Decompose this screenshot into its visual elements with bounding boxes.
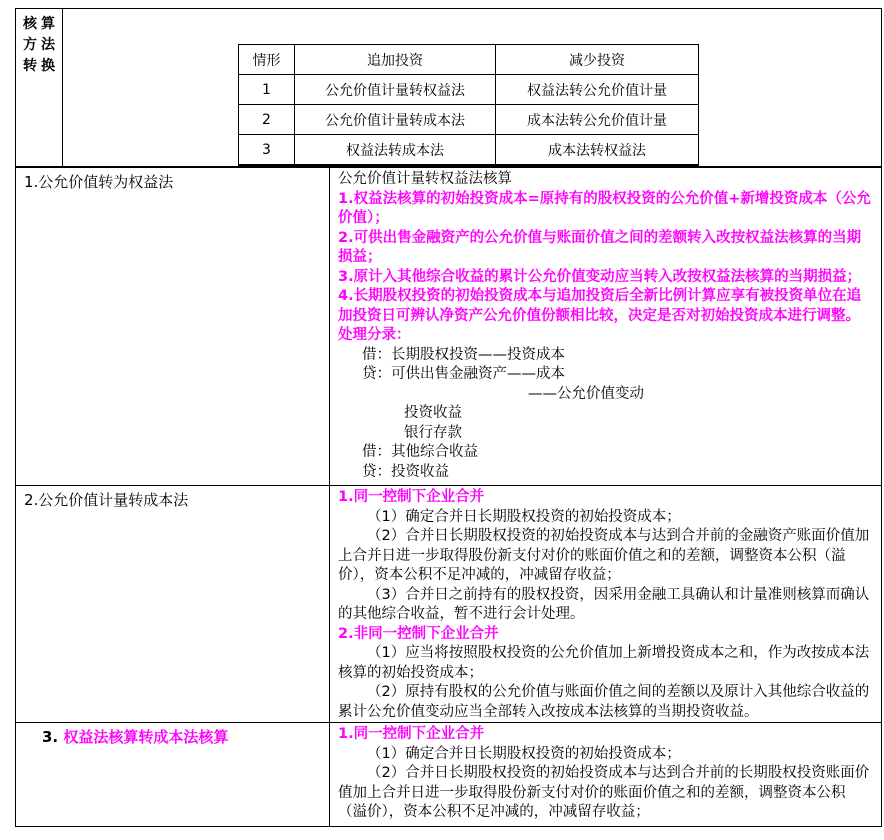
situation-reduce-conversion: 成本法转公允价值计量 [496, 105, 699, 135]
corner-label-cell: 核算方法转换 [16, 9, 63, 166]
content-line: 借：其他综合收益 [362, 444, 478, 460]
content-line: （3）合并日之前持有的股权投资，因采用金融工具确认和计量准则核算而确认的其他综合收益，暂不进行会计处理。 [338, 586, 870, 622]
section-title-cell [16, 168, 330, 485]
section-title-text: 权益法核算转成本法核算 [63, 728, 229, 746]
situation-number: 2 [239, 105, 295, 135]
content-line: 4.长期股权投资的初始投资成本与追加投资后全新比例计算应享有被投资单位在追加投资日可辨认净资产公允价值份额相比较，决定是否对初始投资成本进行调整。 [338, 288, 862, 324]
section-title-cell [16, 486, 330, 722]
situation-number: 1 [239, 75, 295, 105]
situation-add-conversion: 权益法转成本法 [295, 135, 496, 166]
content-line: 银行存款 [404, 424, 462, 441]
situation-reduce-conversion: 成本法转权益法 [496, 135, 699, 166]
content-line: 2.可供出售金融资产的公允价值与账面价值之间的差额转入改按权益法核算的当期损益； [338, 229, 862, 265]
situation-reduce-conversion: 权益法转公允价值计量 [496, 75, 699, 105]
section-content-cell [330, 486, 881, 722]
situations-row-1 [239, 75, 699, 105]
content-line: 公允价值计量转权益法核算 [338, 171, 512, 187]
content-line: 处理分录： [338, 327, 411, 343]
situations-row-2 [239, 105, 699, 135]
col-header-situation: 情形 [239, 45, 295, 75]
section-row-equity-to-cost [16, 723, 881, 826]
content-line: （2）合并日长期股权投资的初始投资成本与达到合并前的长期股权投资账面价值加上合并日进一步取得股份新支付对价的账面价值之和的差额，调整资本公积（溢价），资本公积不足冲减的，冲减留存收益； [338, 765, 870, 820]
content-line: ——公允价值变动 [528, 385, 644, 402]
situation-add-conversion: 公允价值计量转成本法 [295, 105, 496, 135]
content-line: （1）确定合并日长期股权投资的初始投资成本； [367, 508, 681, 525]
section-title-cell [16, 723, 330, 826]
section-content-cell [330, 723, 881, 826]
content-line: 1.同一控制下企业合并 [338, 726, 485, 742]
col-header-additional-investment: 追加投资 [295, 45, 496, 75]
section-row-fair-value-to-cost [16, 486, 881, 723]
content-line: （1）确定合并日长期股权投资的初始投资成本； [367, 745, 681, 762]
content-line: 1.权益法核算的初始投资成本=原持有的股权投资的公允价值+新增投资成本（公允价值）； [338, 190, 871, 226]
top-section [16, 9, 881, 168]
content-line: 1.同一控制下企业合并 [338, 489, 485, 505]
situation-number: 3 [239, 135, 295, 166]
situation-add-conversion: 公允价值计量转权益法 [295, 75, 496, 105]
content-line: （2）合并日长期股权投资的初始投资成本与达到合并前的金融资产账面价值加上合并日进一步取得股份新支付对价的账面价值之和的差额，调整资本公积（溢价），资本公积不足冲减的，冲减留存收益； [338, 528, 870, 583]
situations-row-3 [239, 135, 699, 166]
section-title-text: 3. [42, 728, 64, 746]
col-header-reduced-investment: 减少投资 [496, 45, 699, 75]
section-row-fair-value-to-equity [16, 168, 881, 486]
content-line: 借：长期股权投资——投资成本 [362, 346, 565, 363]
content-line: （1）应当将按照股权投资的公允价值加上新增投资成本之和，作为改按成本法核算的初始投资成本； [338, 645, 870, 681]
section-title-text: 1.公允价值转为权益法 [24, 173, 174, 191]
accounting-method-conversion-table [15, 8, 882, 827]
section-content-cell [330, 168, 881, 485]
content-line: （2）原持有股权的公允价值与账面价值之间的差额以及原计入其他综合收益的累计公允价值变动应当全部转入改按成本法核算的当期投资收益。 [338, 684, 870, 720]
situations-table [238, 44, 699, 166]
content-line: 投资收益 [404, 405, 462, 421]
content-line: 2.非同一控制下企业合并 [338, 625, 499, 642]
section-title-text: 2.公允价值计量转成本法 [24, 491, 189, 509]
content-line: 3.原计入其他综合收益的累计公允价值变动应当转入改按权益法核算的当期损益； [338, 268, 862, 285]
content-line: 贷：可供出售金融资产——成本 [362, 366, 565, 382]
situations-header-row [239, 45, 699, 75]
content-line: 贷：投资收益 [362, 463, 449, 480]
